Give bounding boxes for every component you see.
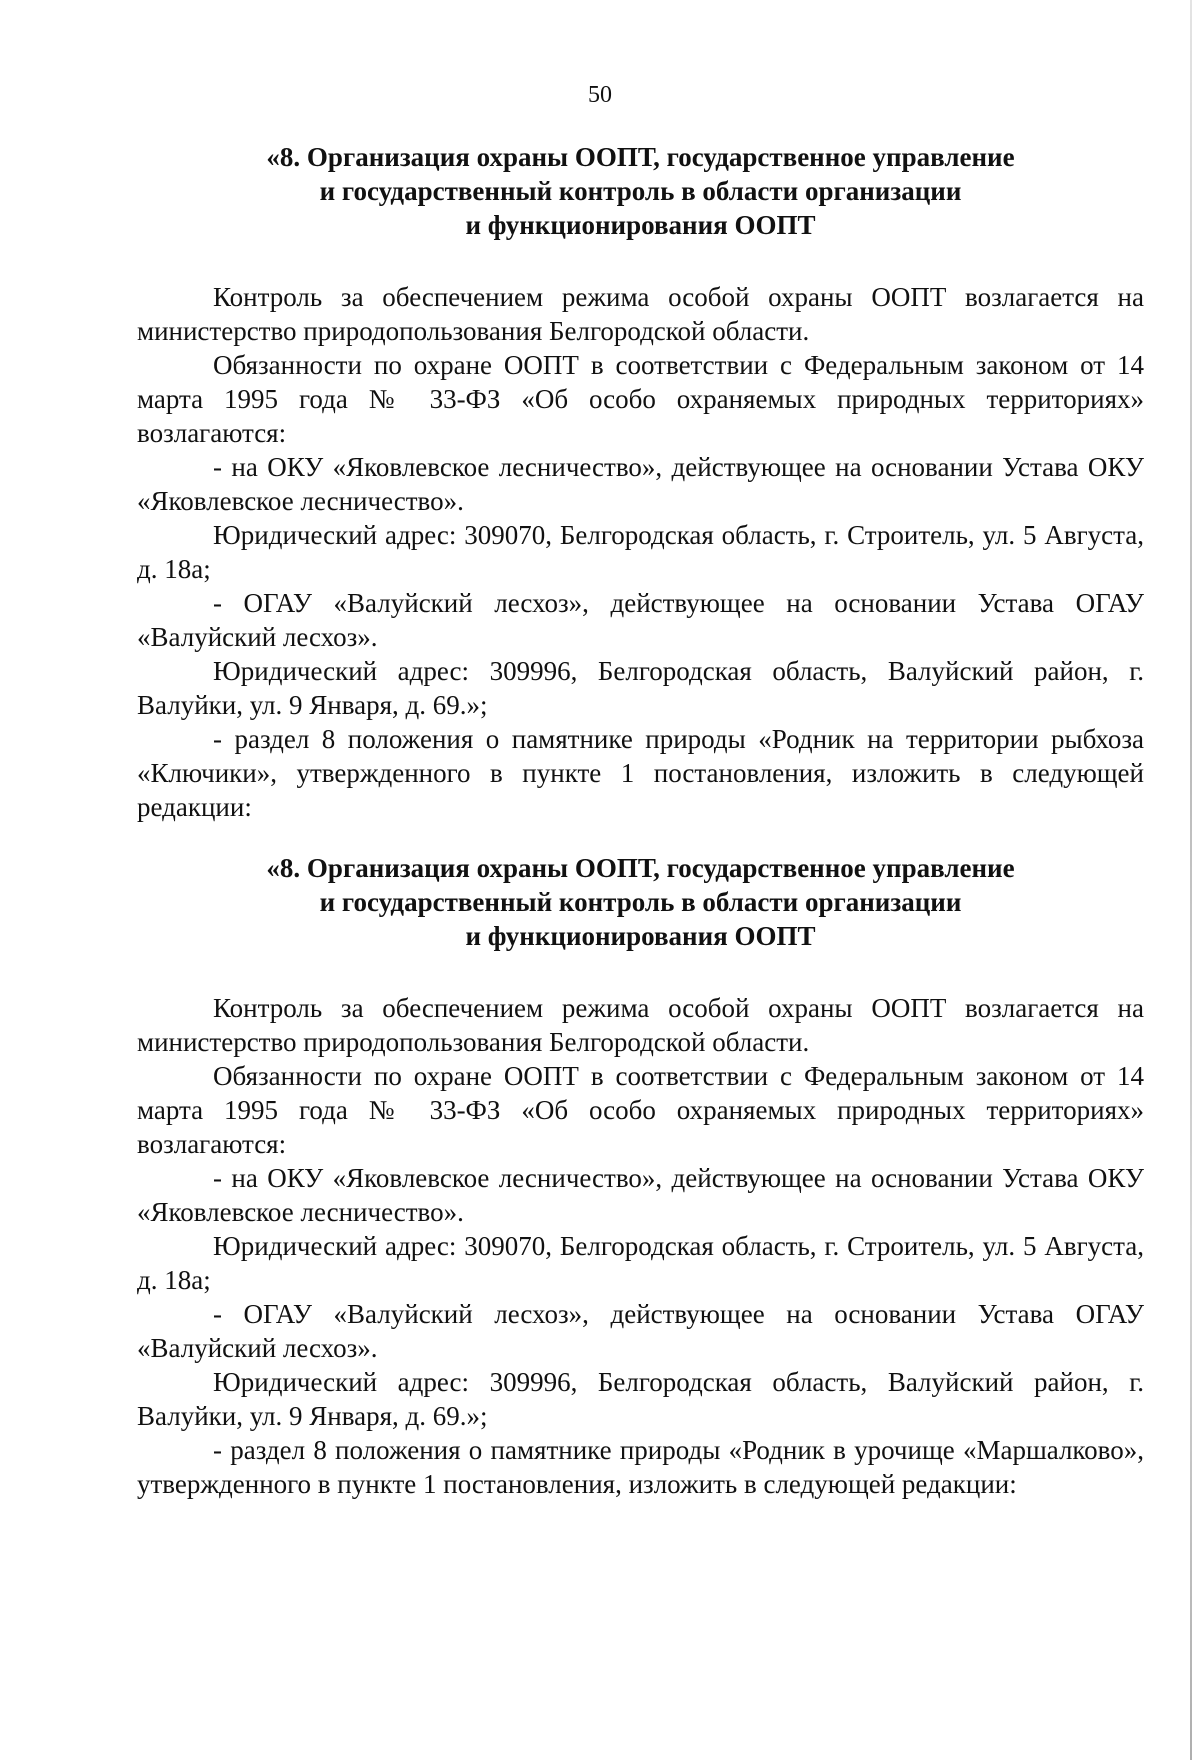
section-heading <box>137 140 1144 242</box>
paragraph-control: Контроль за обеспечением режима особой охраны ООПТ возлагается на министерство природопользования Белгородской области. <box>137 993 1144 1057</box>
paragraph-ogau-address: Юридический адрес: 309996, Белгородская область, Валуйский район, г. Валуйки, ул. 9 Января, д. 69.»; <box>137 656 1144 720</box>
page-edge-scan-shadow <box>1190 0 1192 1760</box>
paragraph-oku: - на ОКУ «Яковлевское лесничество», действующее на основании Устава ОКУ «Яковлевское лесничество». <box>137 1163 1144 1227</box>
paragraph-ogau: - ОГАУ «Валуйский лесхоз», действующее на основании Устава ОГАУ «Валуйский лесхоз». <box>137 1299 1144 1363</box>
heading-line-1: «8. Организация охраны ООПТ, государственное управление <box>266 142 1015 172</box>
paragraph-oku-address: Юридический адрес: 309070, Белгородская область, г. Строитель, ул. 5 Августа, д. 18а; <box>137 1231 1144 1295</box>
heading-line-2: и государственный контроль в области организации <box>319 887 962 917</box>
paragraph-amendment: - раздел 8 положения о памятнике природы «Родник в урочище «Маршалково», утвержденного в пункте 1 постановления, изложить в следующей редакции: <box>137 1435 1144 1499</box>
page-number: 50 <box>588 82 612 108</box>
document-section-2 <box>137 851 1144 1501</box>
paragraph-oku: - на ОКУ «Яковлевское лесничество», действующее на основании Устава ОКУ «Яковлевское лесничество». <box>137 452 1144 516</box>
document-section-1 <box>137 140 1144 824</box>
paragraph-amendment: - раздел 8 положения о памятнике природы «Родник на территории рыбхоза «Ключики», утвержденного в пункте 1 постановления, изложить в следующей редакции: <box>137 724 1144 822</box>
heading-line-1: «8. Организация охраны ООПТ, государственное управление <box>266 853 1015 883</box>
heading-line-3: и функционирования ООПТ <box>465 921 816 951</box>
paragraph-ogau-address: Юридический адрес: 309996, Белгородская область, Валуйский район, г. Валуйки, ул. 9 Января, д. 69.»; <box>137 1367 1144 1431</box>
paragraph-duties: Обязанности по охране ООПТ в соответствии с Федеральным законом от 14 марта 1995 года № 33-ФЗ «Об особо охраняемых природных территориях» возлагаются: <box>137 1061 1144 1159</box>
heading-line-2: и государственный контроль в области организации <box>319 176 962 206</box>
heading-line-3: и функционирования ООПТ <box>465 210 816 240</box>
paragraph-control: Контроль за обеспечением режима особой охраны ООПТ возлагается на министерство природопользования Белгородской области. <box>137 282 1144 346</box>
paragraph-duties: Обязанности по охране ООПТ в соответствии с Федеральным законом от 14 марта 1995 года № 33-ФЗ «Об особо охраняемых природных территориях» возлагаются: <box>137 350 1144 448</box>
paragraph-ogau: - ОГАУ «Валуйский лесхоз», действующее на основании Устава ОГАУ «Валуйский лесхоз». <box>137 588 1144 652</box>
paragraph-oku-address: Юридический адрес: 309070, Белгородская область, г. Строитель, ул. 5 Августа, д. 18а; <box>137 520 1144 584</box>
section-heading <box>137 851 1144 953</box>
